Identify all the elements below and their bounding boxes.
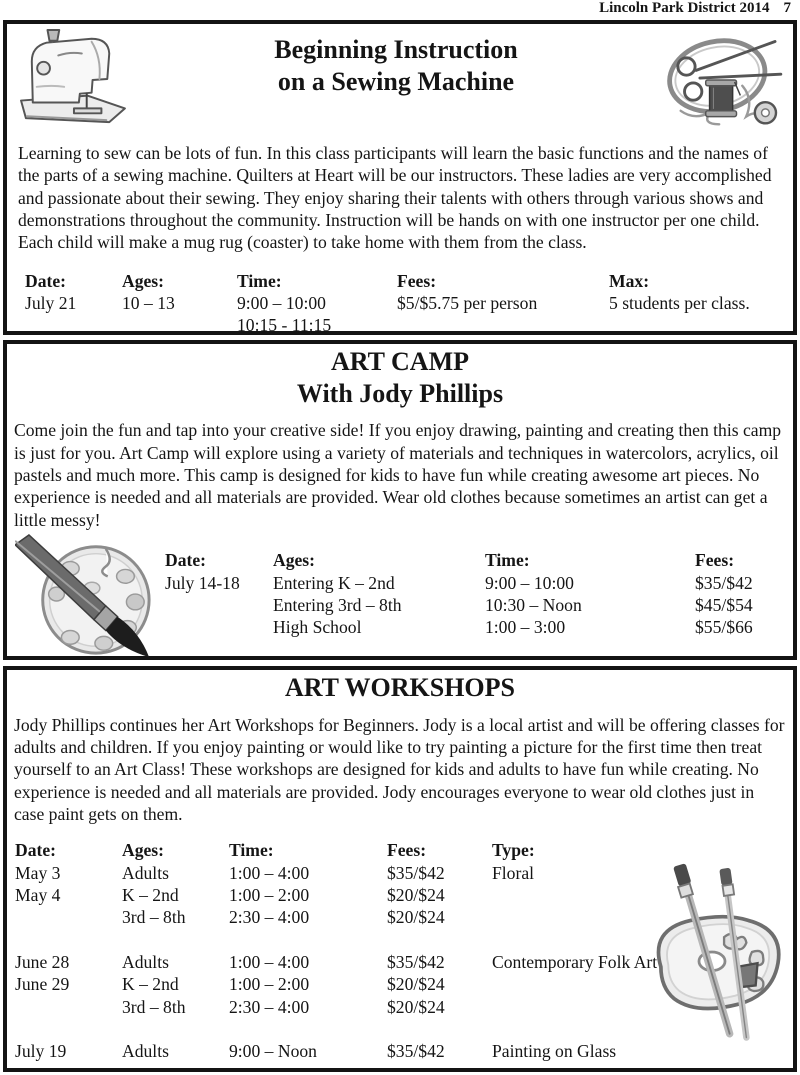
cell: 2:30 – 4:00: [229, 907, 310, 928]
cell: May 4: [15, 885, 61, 906]
cell: K – 2nd: [122, 885, 179, 906]
cell: Adults: [122, 951, 169, 972]
workshops-description: Jody Phillips continues her Art Workshops for Beginners. Jody is a local artist and will be offering classes for adults and children. If you enjoy painting or would like to try painting a picture for the first time then treat yourself to an Art Class! These workshops are designed for kids and adults to have fun while creating. No experience is needed and all materials are provided. Jody encourages everyone to wear old clothes just in case paint gets on them.: [14, 714, 785, 825]
cell: 1:00 – 3:00: [485, 617, 566, 638]
cell: $55/$66: [695, 617, 753, 638]
cell: Entering K – 2nd: [273, 572, 395, 593]
cell: 1:00 – 2:00: [229, 885, 310, 906]
cell: Painting on Glass: [492, 1040, 617, 1061]
cell: 10:15 - 11:15: [237, 315, 332, 336]
section-sewing: [3, 20, 797, 335]
column-header: Time:: [237, 270, 282, 291]
art-camp-schedule-table: [165, 549, 753, 638]
cell: 3rd – 8th: [122, 907, 186, 928]
cell: 2:30 – 4:00: [229, 996, 310, 1017]
column-header: Ages:: [122, 270, 165, 291]
cell: June 28: [15, 951, 70, 972]
title-line-2: With Jody Phillips: [296, 378, 504, 408]
table-column-max: [609, 270, 793, 337]
cell: Contemporary Folk Art: [492, 951, 658, 972]
title-line-2: on a Sewing Machine: [277, 66, 515, 96]
paint-palette-brush-icon: [15, 533, 165, 663]
column-header: Date:: [15, 840, 57, 861]
sewing-description: Learning to sew can be lots of fun. In this class participants will learn the basic functions and the names of the parts of a sewing machine. Quilters at Heart will be our instructors. These ladies are very accomplished and passionate about their sewing. They enjoy sharing their talents with others through various shows and demonstrations throughout the community. Instruction will be hands on with one instructor per one child. Each child will make a mug rug (coaster) to take home with them from the class.: [18, 143, 772, 253]
cell: 9:00 – 10:00: [485, 572, 574, 593]
column-header: Fees:: [387, 840, 427, 861]
sewing-machine-icon: [13, 28, 131, 128]
cell: 10 – 13: [122, 293, 175, 314]
cell: K – 2nd: [122, 974, 179, 995]
sewing-supplies-icon: [661, 28, 787, 132]
column-header: Ages:: [122, 840, 165, 861]
table-column-time: [485, 549, 695, 638]
column-header: Date:: [25, 270, 67, 291]
table-column-fees: [695, 549, 753, 638]
column-header: Time:: [229, 840, 274, 861]
title-line-1: ART WORKSHOPS: [284, 673, 515, 702]
cell: June 29: [15, 974, 70, 995]
table-column-ages: [273, 549, 485, 638]
cell: [15, 906, 122, 928]
page-header: [0, 0, 800, 17]
cell: High School: [273, 617, 362, 638]
section-art-workshops: [3, 666, 797, 1072]
cell: 9:00 – Noon: [229, 1040, 317, 1061]
column-header: Time:: [485, 550, 530, 571]
table-column-fees: [397, 270, 609, 337]
art-camp-description: Come join the fun and tap into your creative side! If you enjoy drawing, painting and creating then this camp is just for you. Art Camp will explore using a variety of materials and techniques in watercolors, acrylics, oil pastels and much more. This camp is designed for kids to have fun while creating awesome art pieces. No experience is needed and all materials are provided. Wear old clothes because sometimes an artist can get a little messy!: [14, 420, 782, 530]
table-column-time: [237, 270, 397, 337]
table-column-ages: [122, 270, 237, 337]
table-column-date: [165, 549, 273, 638]
cell: Entering 3rd – 8th: [273, 594, 402, 615]
title-line-1: ART CAMP: [331, 347, 469, 376]
sewing-schedule-table: [7, 270, 793, 337]
column-header: Type:: [492, 840, 535, 861]
cell: $20/$24: [387, 974, 445, 995]
cell: $20/$24: [387, 996, 445, 1017]
column-header: Date:: [165, 550, 207, 571]
cell: 1:00 – 4:00: [229, 951, 310, 972]
cell: $20/$24: [387, 885, 445, 906]
cell: $5/$5.75 per person: [397, 293, 538, 314]
sewing-header-row: [7, 24, 793, 132]
section-art-camp-title: [7, 346, 793, 409]
cell: $20/$24: [387, 907, 445, 928]
column-header: Ages:: [273, 550, 316, 571]
cell: July 21: [25, 293, 77, 314]
cell: 5 students per class.: [609, 293, 750, 314]
column-header: Max:: [609, 270, 650, 291]
cell: 3rd – 8th: [122, 996, 186, 1017]
table-header-row: [15, 839, 793, 861]
cell: $35/$42: [387, 862, 445, 883]
cell: July 14-18: [165, 572, 240, 593]
cell: $35/$42: [387, 1040, 445, 1061]
table-column-date: [25, 270, 122, 337]
cell: 1:00 – 4:00: [229, 862, 310, 883]
cell: July 19: [15, 1040, 67, 1061]
column-header: Fees:: [397, 270, 437, 291]
column-header: Fees:: [695, 550, 735, 571]
publication-title: Lincoln Park District 2014: [599, 0, 770, 16]
workshops-schedule-area: [7, 839, 793, 1062]
cell: $35/$42: [695, 572, 753, 593]
section-sewing-title: [131, 34, 661, 97]
title-line-1: Beginning Instruction: [274, 35, 518, 64]
cell: Adults: [122, 862, 169, 883]
section-art-camp: [3, 340, 797, 660]
cell: May 3: [15, 862, 61, 883]
page-number: 7: [783, 0, 791, 16]
cell: $35/$42: [387, 951, 445, 972]
cell: 9:00 – 10:00: [237, 293, 326, 314]
cell: 1:00 – 2:00: [229, 974, 310, 995]
cell: Adults: [122, 1040, 169, 1061]
cell: $45/$54: [695, 594, 753, 615]
art-camp-bottom-row: [7, 539, 793, 663]
section-workshops-title: [7, 672, 793, 704]
cell: Floral: [492, 862, 535, 883]
paint-palette-two-brushes-icon: [633, 861, 791, 1048]
cell: 10:30 – Noon: [485, 594, 582, 615]
cell: [15, 996, 122, 1018]
